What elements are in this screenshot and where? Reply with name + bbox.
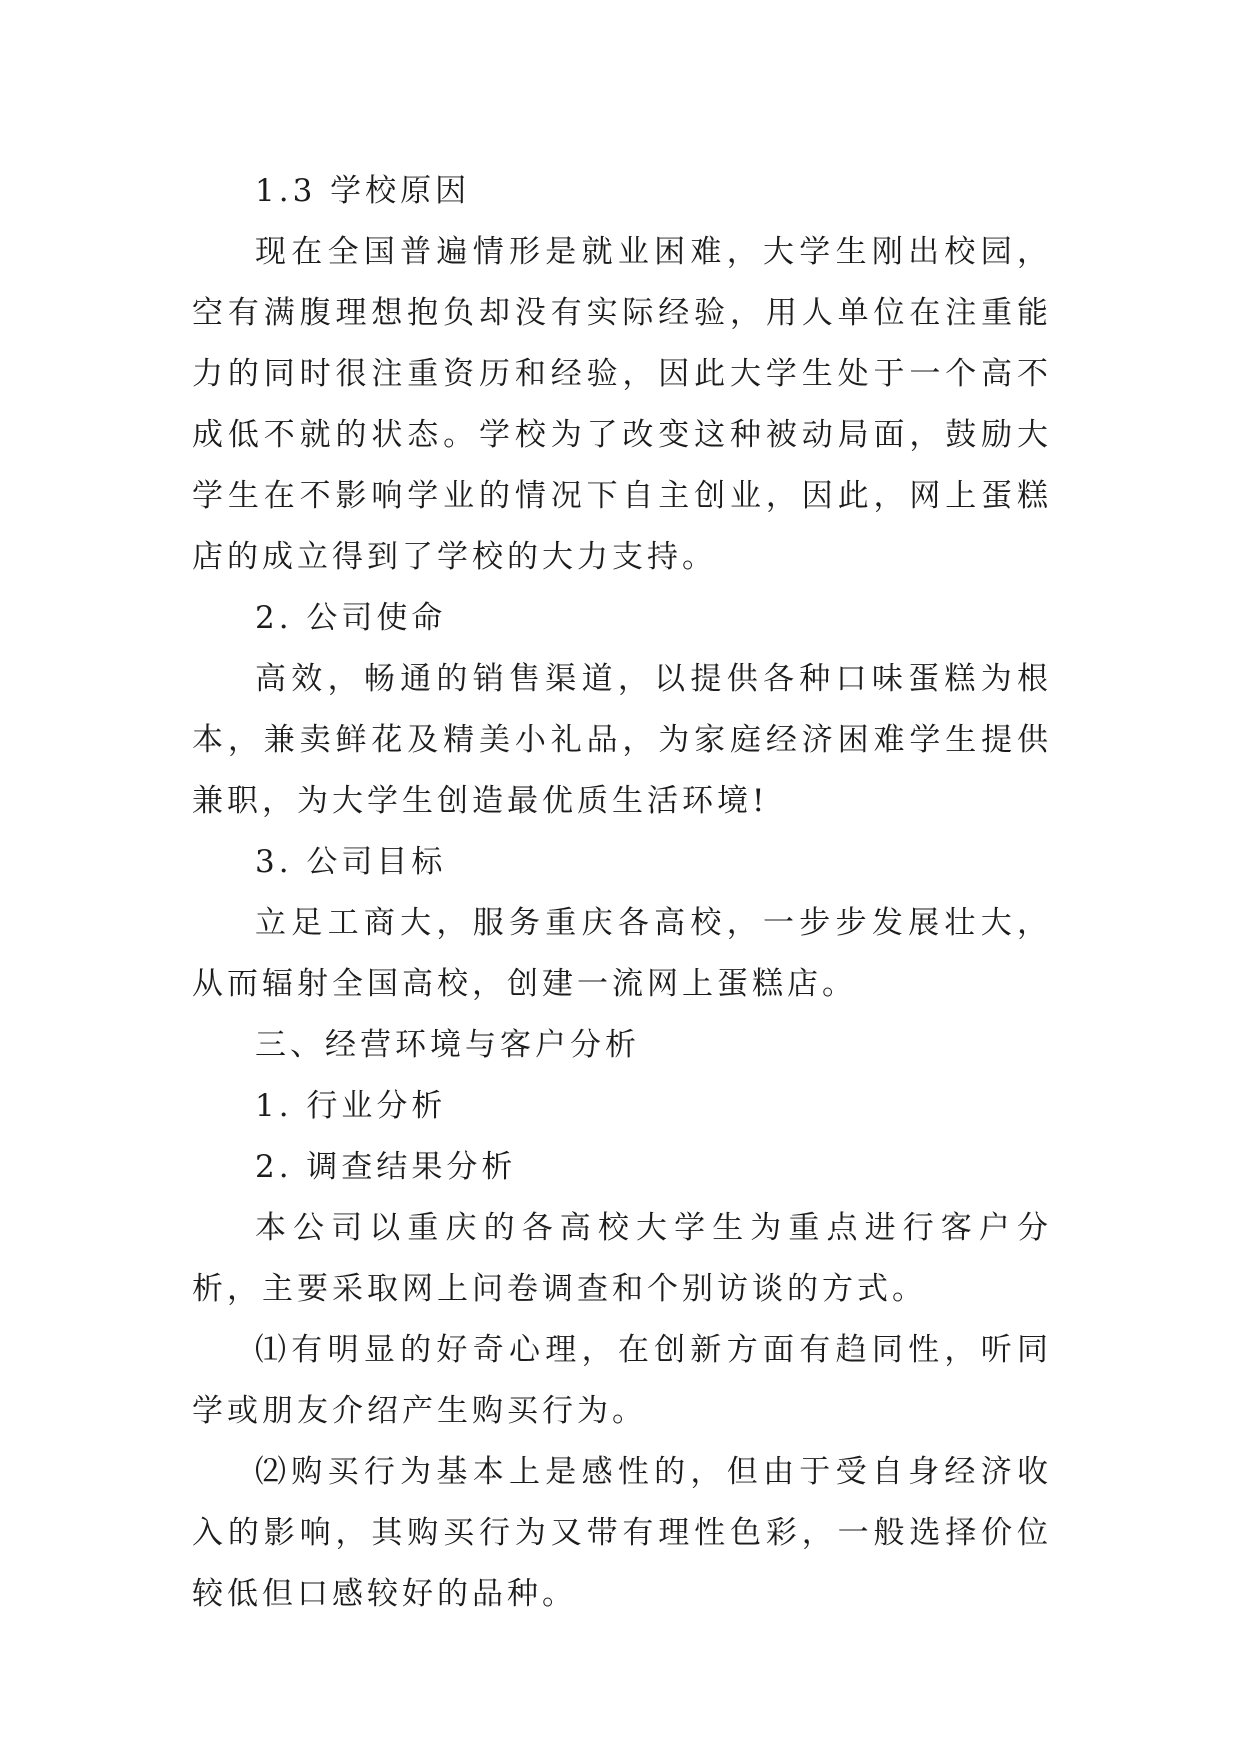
document-body (192, 161, 1052, 1625)
paragraph-finding-1: ⑴有明显的好奇心理，在创新方面有趋同性，听同学或朋友介绍产生购买行为。 (192, 1332, 1052, 1429)
section-heading-industry-analysis: 1. 行业分析 (255, 1088, 447, 1124)
section-heading-company-goal: 3. 公司目标 (255, 844, 447, 880)
section-heading-environment-analysis: 三、经营环境与客户分析 (255, 1027, 640, 1063)
paragraph-finding-2: ⑵购买行为基本上是感性的，但由于受自身经济收入的影响，其购买行为又带有理性色彩，一般选择价位较低但口感较好的品种。 (192, 1454, 1052, 1612)
section-heading-company-mission: 2. 公司使命 (255, 600, 447, 636)
section-heading-survey-results: 2. 调查结果分析 (255, 1149, 517, 1185)
paragraph-company-mission: 高效，畅通的销售渠道，以提供各种口味蛋糕为根本，兼卖鲜花及精美小礼品，为家庭经济困难学生提供兼职，为大学生创造最优质生活环境! (192, 661, 1052, 819)
paragraph-school-reason: 现在全国普遍情形是就业困难，大学生刚出校园，空有满腹理想抱负却没有实际经验，用人单位在注重能力的同时很注重资历和经验，因此大学生处于一个高不成低不就的状态。学校为了改变这种被动局面，鼓励大学生在不影响学业的情况下自主创业，因此，网上蛋糕店的成立得到了学校的大力支持。 (192, 234, 1052, 575)
paragraph-company-goal: 立足工商大，服务重庆各高校，一步步发展壮大，从而辐射全国高校，创建一流网上蛋糕店。 (192, 905, 1052, 1002)
paragraph-survey-intro: 本公司以重庆的各高校大学生为重点进行客户分析，主要采取网上问卷调查和个别访谈的方式。 (192, 1210, 1052, 1307)
section-heading-school-reason: 1.3 学校原因 (255, 173, 471, 209)
